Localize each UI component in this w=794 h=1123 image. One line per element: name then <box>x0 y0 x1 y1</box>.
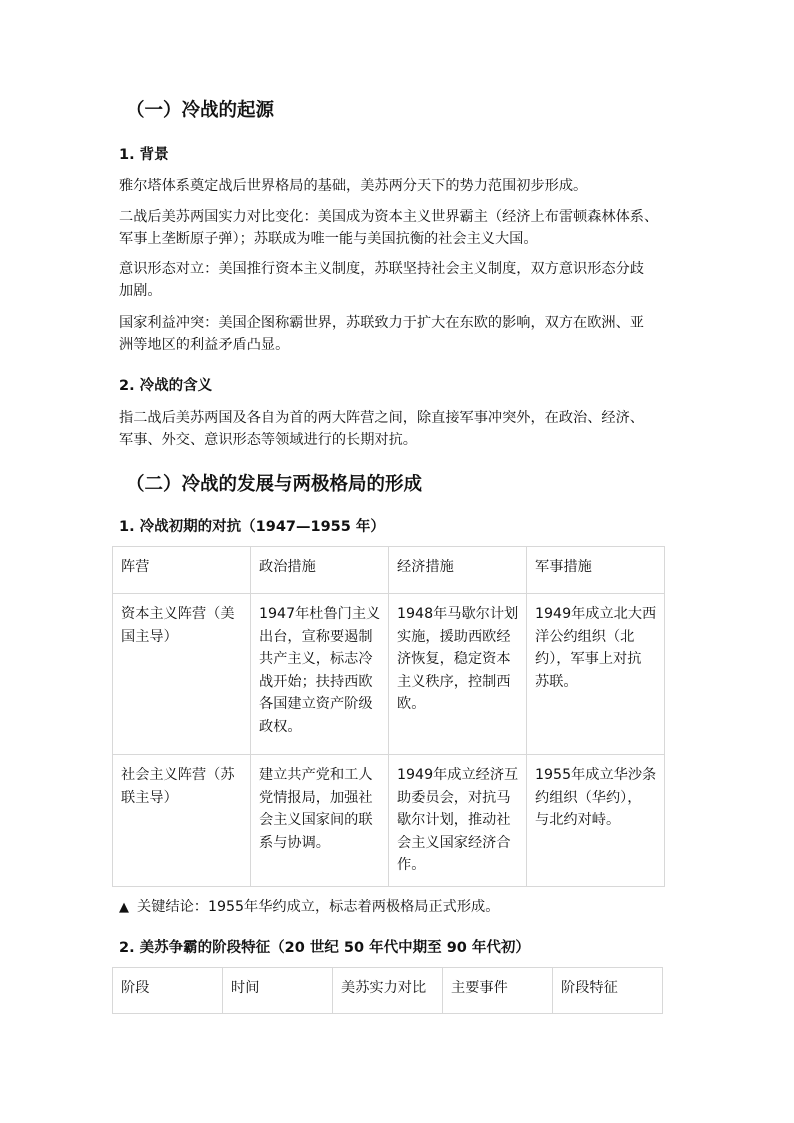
section-heading-origin: （一）冷战的起源 <box>126 100 275 121</box>
subheading-background: 1. 背景 <box>119 147 169 163</box>
text-line: 加剧。 <box>119 283 162 299</box>
text-line: 洲等地区的利益矛盾凸显。 <box>119 337 290 353</box>
table-header-cell: 时间 <box>223 968 333 1014</box>
table-header-row <box>113 968 663 1014</box>
hegemony-stages-table <box>112 967 663 1014</box>
section-heading-development: （二）冷战的发展与两极格局的形成 <box>126 474 423 495</box>
paragraph-ideology <box>119 258 644 302</box>
table-header-cell: 阶段 <box>113 968 223 1014</box>
table-cell: 1948年马歇尔计划 实施，援助西欧经 济恢复，稳定资本 主义秩序，控制西 欧。 <box>389 594 527 755</box>
table-header-cell: 阵营 <box>113 547 251 594</box>
table-cell: 社会主义阵营（苏 联主导） <box>113 755 251 887</box>
table-cell: 资本主义阵营（美 国主导） <box>113 594 251 755</box>
table-header-cell: 主要事件 <box>443 968 553 1014</box>
paragraph-interest <box>119 312 644 356</box>
subheading-early-confrontation: 1. 冷战初期的对抗（1947—1955 年） <box>119 519 385 535</box>
table-cell: 1947年杜鲁门主义 出台，宣称要遏制 共产主义，标志冷 战开始；扶持西欧 各国建立资产阶级 政权。 <box>251 594 389 755</box>
table-header-cell: 美苏实力对比 <box>333 968 443 1014</box>
conclusion-text: 关键结论：1955年华约成立，标志着两极格局正式形成。 <box>137 899 500 915</box>
text-line: 军事上垄断原子弹）；苏联成为唯一能与美国抗衡的社会主义大国。 <box>119 231 538 247</box>
table-cell: 1949年成立经济互 助委员会，对抗马 歇尔计划，推动社 会主义国家经济合 作。 <box>389 755 527 887</box>
table-header-cell: 政治措施 <box>251 547 389 594</box>
paragraph-yalta <box>119 175 587 195</box>
subheading-meaning: 2. 冷战的含义 <box>119 378 213 394</box>
table-cell: 1955年成立华沙条 约组织（华约）， 与北约对峙。 <box>527 755 665 887</box>
text-line: 意识形态对立：美国推行资本主义制度，苏联坚持社会主义制度，双方意识形态分歧 <box>119 261 644 277</box>
table-header-row <box>113 547 665 594</box>
text-line: 二战后美苏两国实力对比变化：美国成为资本主义世界霸主（经济上布雷顿森林体系、 <box>119 209 659 225</box>
paragraph-power-shift <box>119 206 658 250</box>
table-row <box>113 594 665 755</box>
subheading-hegemony-stages: 2. 美苏争霸的阶段特征（20 世纪 50 年代中期至 90 年代初） <box>119 940 530 956</box>
text-line: 指二战后美苏两国及各自为首的两大阵营之间，除直接军事冲突外，在政治、经济、 <box>119 410 644 426</box>
key-conclusion <box>119 896 499 916</box>
table-header-cell: 军事措施 <box>527 547 665 594</box>
text-line: 国家利益冲突：美国企图称霸世界，苏联致力于扩大在东欧的影响，双方在欧洲、亚 <box>119 315 644 331</box>
table-header-cell: 阶段特征 <box>553 968 663 1014</box>
table-cell: 建立共产党和工人 党情报局，加强社 会主义国家间的联 系与协调。 <box>251 755 389 887</box>
paragraph-meaning <box>119 407 644 451</box>
table-cell: 1949年成立北大西 洋公约组织（北 约），军事上对抗 苏联。 <box>527 594 665 755</box>
table-row <box>113 755 665 887</box>
triangle-marker-icon: ▲ <box>119 900 129 915</box>
text-line: 雅尔塔体系奠定战后世界格局的基础，美苏两分天下的势力范围初步形成。 <box>119 178 588 194</box>
text-line: 军事、外交、意识形态等领域进行的长期对抗。 <box>119 432 417 448</box>
table-header-cell: 经济措施 <box>389 547 527 594</box>
camp-comparison-table <box>112 546 665 887</box>
